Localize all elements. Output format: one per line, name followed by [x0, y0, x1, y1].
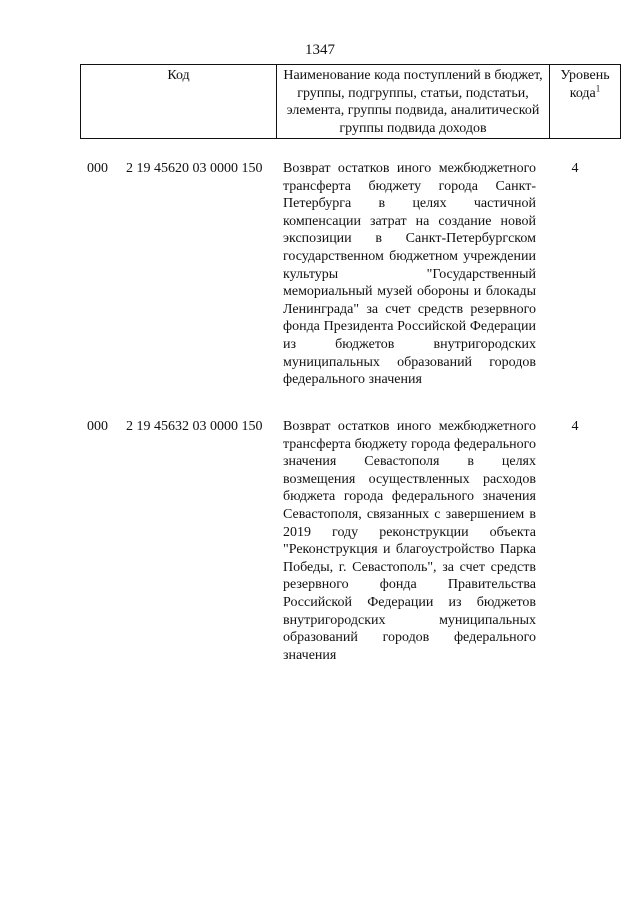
header-code-cell — [81, 65, 277, 139]
row-name: Возврат остатков иного межбюджетного трансферта бюджету города Санкт-Петербурга в целях частичной компенсации затрат на создание новой экспозиции в Санкт-Петербургском государственном бюджетном учреждении культуры "Государственный мемориальный музей обороны и блокады Ленинграда" за счет средств резервного фонда Президента Российской Федерации из бюджетов внутригородских муниципальных образований городов федерального значения — [283, 161, 536, 388]
row-revenue-code: 2 19 45620 03 0000 150 — [126, 161, 263, 176]
row-level: 4 — [571, 161, 579, 176]
row-name: Возврат остатков иного межбюджетного трансферта бюджету города федерального значения Севастополя в целях возмещения осуществленных расходов бюджета города федерального значения Севастополя, связанных с завершением в 2019 году реконструкции объекта "Реконструкция и благоустройство Парка Победы, г. Севастополь", за счет средств резервного фонда Правительства Российской Федерации из бюджетов внутригородских муниципальных образований городов федерального значения — [283, 419, 536, 663]
page-number: 1347 — [305, 42, 335, 58]
header-level-footnote: 1 — [595, 82, 601, 93]
header-level-cell — [550, 65, 621, 139]
header-name-label: Наименование кода поступлений в бюджет, группы, подгруппы, статьи, подстатьи, элемента, группы подвида, аналитической группы подвида доходов — [283, 68, 543, 136]
row-level: 4 — [571, 419, 579, 434]
row-admin-code: 000 — [87, 161, 108, 176]
header-name-cell — [277, 65, 550, 139]
header-level-label: Уровень кода — [560, 68, 610, 101]
row-revenue-code: 2 19 45632 03 0000 150 — [126, 419, 263, 434]
row-admin-code: 000 — [87, 419, 108, 434]
header-code-label: Код — [167, 68, 190, 83]
table-header — [80, 64, 621, 139]
